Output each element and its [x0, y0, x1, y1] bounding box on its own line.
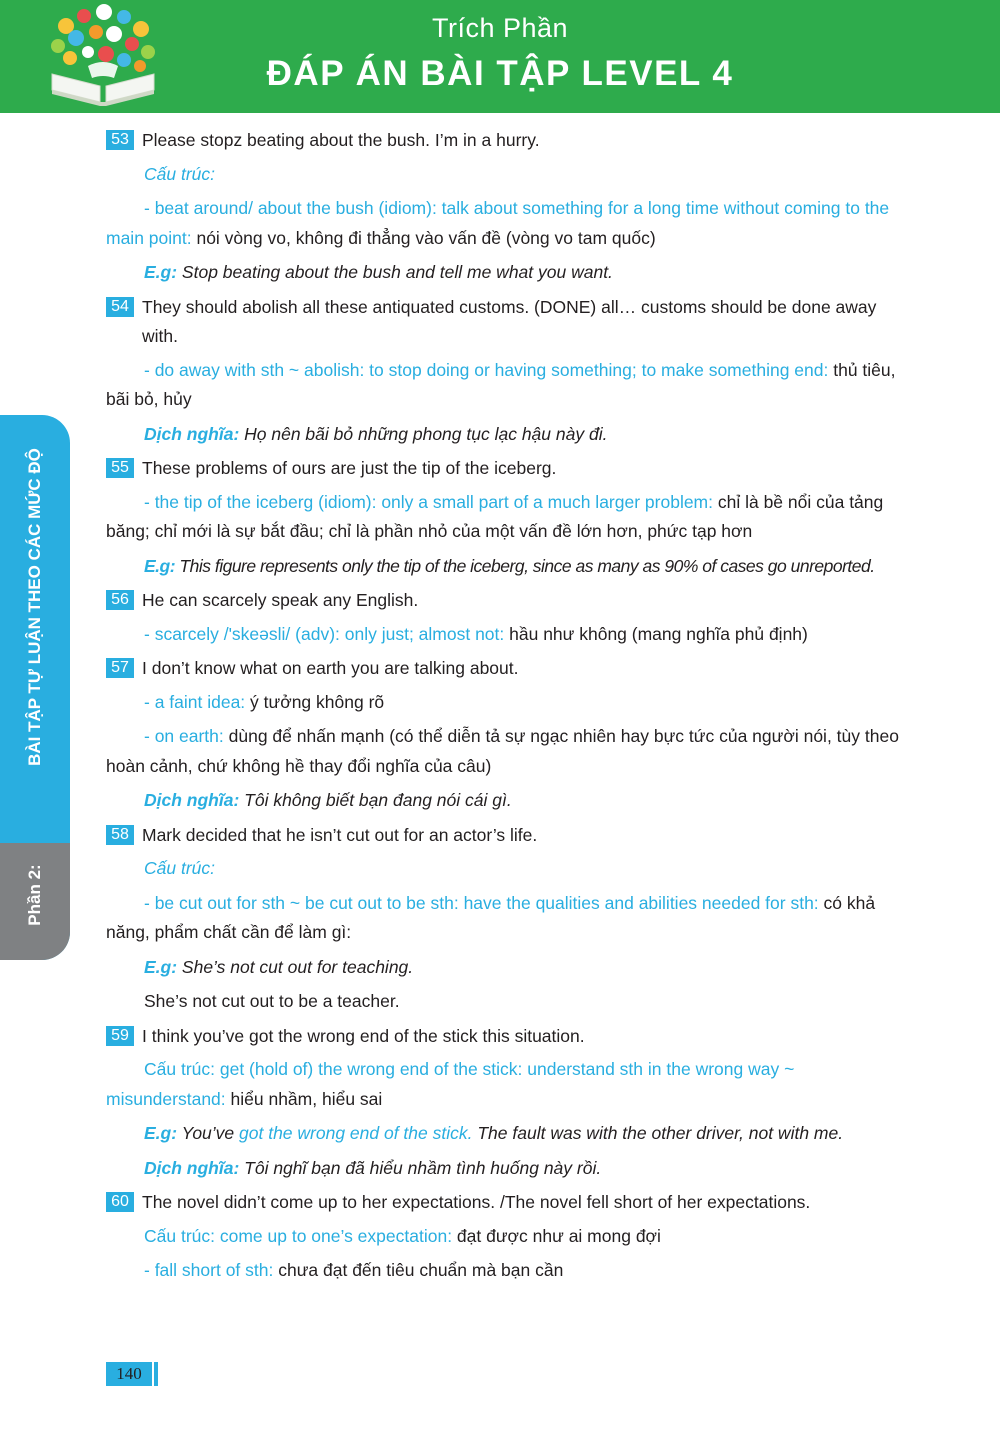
definition-term: - the tip of the iceberg (idiom): only a small part of a much larger problem:	[144, 491, 713, 512]
definition-term: - a faint idea:	[144, 691, 246, 712]
structure-label: Cấu trúc:	[144, 858, 215, 878]
definition-line	[106, 889, 906, 948]
question-number-badge: 53	[106, 130, 134, 150]
definition-term: - do away with sth ~ abolish: to stop doing or having something; to make something end:	[144, 359, 829, 380]
example-line-2: She’s not cut out to be a teacher.	[144, 991, 400, 1011]
definition-meaning: đạt được như ai mong đợi	[452, 1225, 661, 1246]
definition-line	[106, 1222, 906, 1252]
question-text: They should abolish all these antiquated customs. (DONE) all… customs should be done away with.	[142, 296, 877, 346]
example-highlight: got the wrong end of the stick.	[239, 1123, 473, 1143]
question-line	[106, 293, 906, 352]
example-label: E.g:	[144, 555, 176, 576]
translation-label: Dịch nghĩa:	[144, 790, 240, 810]
answer-entry-56	[106, 586, 906, 649]
definition-meaning: thủ tiêu, bãi bỏ, hủy	[106, 359, 896, 409]
definition-line	[106, 1055, 906, 1114]
definition-line	[106, 194, 906, 253]
page-number: 140	[106, 1362, 152, 1386]
translation-text: Tôi nghĩ bạn đã hiểu nhầm tình huống này rồi.	[239, 1157, 602, 1178]
book-logo-icon	[44, 4, 162, 108]
translation-text: Họ nên bãi bỏ những phong tục lạc hậu này đi.	[239, 423, 608, 444]
answer-entry-55	[106, 454, 906, 581]
question-number-badge: 58	[106, 825, 134, 845]
question-line	[106, 1022, 906, 1052]
definition-meaning: nói vòng vo, không đi thẳng vào vấn đề (vòng vo tam quốc)	[191, 227, 656, 248]
question-number-badge: 60	[106, 1192, 134, 1212]
answer-entry-60	[106, 1188, 906, 1286]
definition-line	[106, 620, 906, 650]
example-line	[106, 953, 906, 983]
example-line	[106, 552, 906, 582]
question-line	[106, 1188, 906, 1218]
example-text: Stop beating about the bush and tell me what you want.	[177, 262, 613, 282]
structure-label: Cấu trúc:	[144, 163, 215, 184]
definition-meaning: chỉ là bề nổi của tảng băng; chỉ mới là sự bắt đầu; chỉ là phần nhỏ của một vấn đề lớn hơn, phức tạp hơn	[106, 491, 884, 541]
example-text: This figure represents only the tip of the iceberg, since as many as 90% of cases go unreported.	[175, 555, 875, 576]
question-number-badge: 59	[106, 1026, 134, 1046]
answer-list	[106, 126, 906, 1291]
question-text: He can scarcely speak any English.	[142, 590, 419, 610]
translation-label: Dịch nghĩa:	[144, 1157, 240, 1178]
translation-text: Tôi không biết bạn đang nói cái gì.	[239, 790, 512, 810]
example-line	[106, 1119, 906, 1149]
question-text: Mark decided that he isn’t cut out for an actor’s life.	[142, 824, 538, 845]
definition-term: - scarcely /'skeəsli/ (adv): only just; almost not:	[144, 623, 505, 644]
definition-term: - be cut out for sth ~ be cut out to be sth: have the qualities and abilities needed for sth:	[144, 892, 819, 913]
question-text: These problems of ours are just the tip of the iceberg.	[142, 458, 557, 478]
definition-meaning: có khả năng, phẩm chất cần để làm gì:	[106, 892, 876, 942]
question-number-badge: 54	[106, 297, 134, 317]
translation-line	[106, 420, 906, 450]
question-line	[106, 586, 906, 616]
definition-meaning: hầu như không (mang nghĩa phủ định)	[504, 623, 808, 644]
question-number-badge: 55	[106, 458, 134, 478]
example-text: You’ve	[177, 1123, 240, 1143]
example-label: E.g:	[144, 1123, 178, 1143]
definition-line	[106, 356, 906, 415]
definition-line	[106, 1256, 906, 1286]
example-label: E.g:	[144, 956, 178, 977]
question-line	[106, 821, 906, 851]
definition-meaning: dùng để nhấn mạnh (có thể diễn tả sự ngạc nhiên hay bực tức của người nói, tùy theo hoàn cảnh, chứ không hề thay đổi nghĩa của câu)	[106, 726, 899, 776]
example-text-end: The fault was with the other driver, not with me.	[472, 1123, 844, 1143]
definition-term: Cấu trúc: get (hold of) the wrong end of the stick: understand sth in the wrong way ~ misunderstand:	[106, 1059, 795, 1109]
question-text: I think you’ve got the wrong end of the stick this situation.	[142, 1025, 585, 1046]
definition-line	[106, 488, 906, 547]
example-line	[106, 258, 906, 288]
header-title: ĐÁP ÁN BÀI TẬP LEVEL 4	[266, 54, 734, 93]
side-tab-part-label: Phần 2:	[25, 864, 44, 926]
header-subtitle: Trích Phần	[431, 13, 569, 43]
side-section-tab	[0, 415, 70, 960]
definition-line	[106, 688, 906, 718]
question-number-badge: 56	[106, 590, 134, 610]
definition-term: Cấu trúc: come up to one’s expectation:	[144, 1225, 453, 1246]
page-header	[0, 0, 1000, 113]
side-tab-section-title: BÀI TẬP TỰ LUẬN THEO CÁC MỨC ĐỘ	[25, 448, 44, 766]
definition-meaning: ý tưởng không rõ	[245, 691, 385, 712]
translation-line	[106, 786, 906, 816]
definition-meaning: hiểu nhầm, hiểu sai	[225, 1088, 383, 1109]
definition-term: - fall short of sth:	[144, 1260, 274, 1280]
example-text: She’s not cut out for teaching.	[177, 956, 414, 977]
question-text: The novel didn’t come up to her expectations. /The novel fell short of her expectations.	[142, 1192, 811, 1212]
answer-entry-53	[106, 126, 906, 288]
definition-term: - beat around/ about the bush (idiom): talk about something for a long time without coming to the main point:	[106, 198, 890, 248]
question-line	[106, 126, 906, 156]
question-line	[106, 654, 906, 684]
question-line	[106, 454, 906, 484]
definition-line	[106, 722, 906, 781]
definition-meaning: chưa đạt đến tiêu chuẩn mà bạn cần	[273, 1260, 564, 1280]
answer-entry-57	[106, 654, 906, 816]
translation-label: Dịch nghĩa:	[144, 423, 240, 444]
example-label: E.g:	[144, 262, 178, 282]
question-number-badge: 57	[106, 658, 134, 678]
question-text: I don’t know what on earth you are talking about.	[142, 658, 519, 678]
answer-entry-58	[106, 821, 906, 1017]
page-number-bar	[154, 1362, 158, 1386]
definition-term: - on earth:	[144, 726, 224, 746]
translation-line	[106, 1154, 906, 1184]
answer-entry-59	[106, 1022, 906, 1184]
answer-entry-54	[106, 293, 906, 450]
question-text: Please stopz beating about the bush. I’m in a hurry.	[142, 130, 540, 150]
